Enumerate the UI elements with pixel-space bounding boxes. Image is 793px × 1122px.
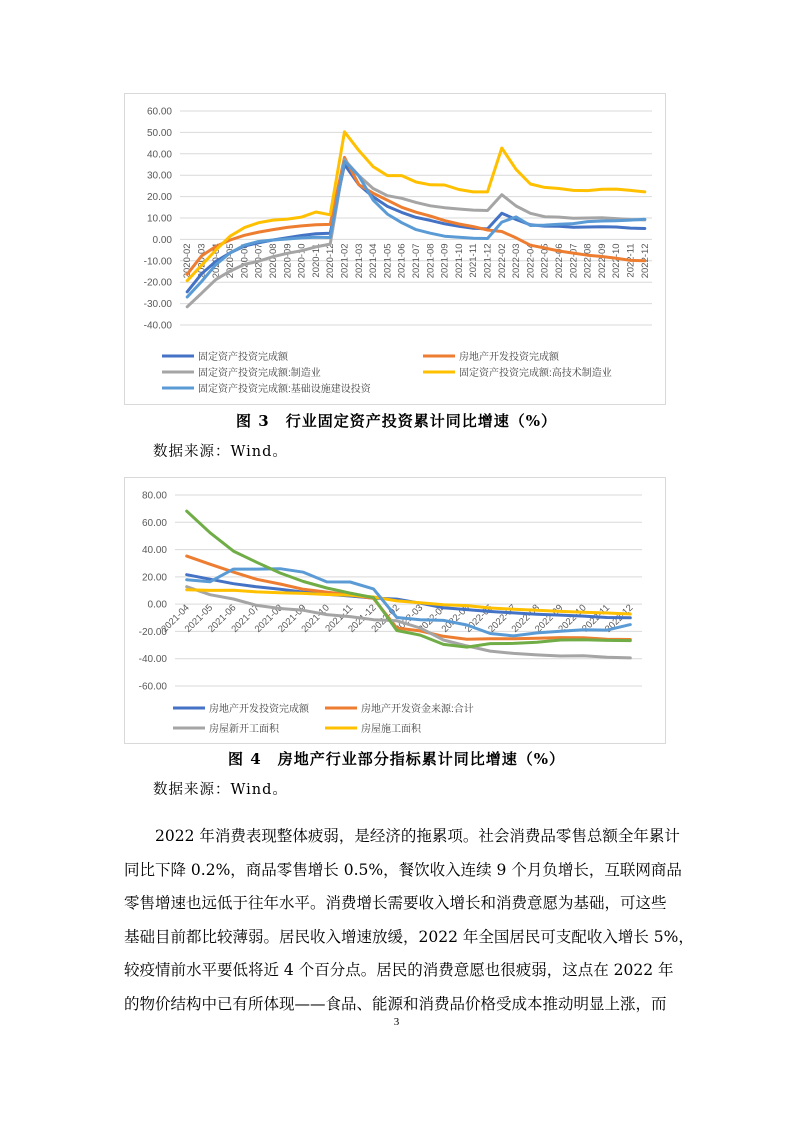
x-tick-label: 2022-10 bbox=[556, 602, 589, 635]
x-tick-label: 2021-07 bbox=[229, 602, 262, 635]
y-tick-label: 0.00 bbox=[152, 234, 172, 246]
x-tick-label: 2021-10 bbox=[453, 243, 465, 279]
chart-3-svg bbox=[125, 94, 665, 404]
x-tick-label: 2021-09 bbox=[276, 602, 309, 635]
y-tick-label: 40.00 bbox=[146, 149, 172, 161]
x-tick-label: 2021-12 bbox=[346, 602, 379, 635]
y-tick-label: 60.00 bbox=[146, 106, 172, 118]
y-tick-label: -20.00 bbox=[138, 626, 167, 638]
x-tick-label: 2021-05 bbox=[382, 243, 394, 279]
legend-label: 房屋新开工面积 bbox=[209, 724, 279, 735]
x-tick-label: 2021-08 bbox=[252, 602, 286, 635]
x-tick-label: 2021-11 bbox=[468, 243, 480, 278]
chart-4-svg bbox=[125, 478, 665, 743]
x-tick-label: 2022-08 bbox=[509, 602, 543, 635]
paragraph-line: 基础目前都比较薄弱。居民收入增速放缓，2022 年全国居民可支配收入增长 5%， bbox=[124, 927, 694, 946]
legend-label: 固定资产投资完成额:高技术制造业 bbox=[459, 368, 612, 379]
x-tick-label: 2021-02 bbox=[339, 243, 351, 279]
x-tick-label: 2022-11 bbox=[625, 243, 637, 278]
paragraph-line: 零售增速也远低于往年水平。消费增长需要收入增长和消费意愿为基础，可这些 bbox=[124, 894, 667, 912]
body-paragraph bbox=[124, 820, 694, 1021]
legend-label: 房地产开发投资完成额 bbox=[209, 704, 309, 715]
x-tick-label: 2020-03 bbox=[196, 243, 208, 279]
y-tick-label: 40.00 bbox=[141, 545, 167, 557]
x-tick-label: 2022-05 bbox=[439, 602, 472, 635]
x-tick-label: 2021-12 bbox=[482, 243, 494, 279]
x-tick-label: 2021-03 bbox=[353, 243, 365, 279]
figure-4-source: 数据来源：Wind。 bbox=[153, 782, 288, 798]
page-number: 3 bbox=[393, 1016, 400, 1028]
paragraph-line: 的物价结构中已有所体现——食品、能源和消费品价格受成本推动明显上涨，而 bbox=[124, 994, 667, 1013]
y-tick-label: 20.00 bbox=[146, 192, 172, 204]
x-tick-label: 2022-06 bbox=[554, 243, 566, 279]
paragraph-line: 同比下降 0.2%，商品零售增长 0.5%，餐饮收入连续 9 个月负增长，互联网商品 bbox=[124, 860, 682, 879]
y-tick-label: -10.00 bbox=[143, 256, 172, 268]
x-tick-label: 2020-10 bbox=[296, 243, 308, 279]
x-tick-label: 2022-12 bbox=[603, 602, 636, 635]
x-tick-label: 2020-02 bbox=[182, 243, 194, 279]
x-tick-label: 2020-12 bbox=[325, 243, 337, 279]
x-tick-label: 2022-02 bbox=[496, 243, 508, 279]
x-tick-label: 2021-08 bbox=[425, 243, 437, 279]
figure-4-caption: 图 4 房地产行业部分指标累计同比增速（%） bbox=[228, 750, 565, 768]
x-tick-label: 2022-03 bbox=[392, 602, 426, 635]
y-tick-label: 80.00 bbox=[141, 490, 167, 502]
x-tick-label: 2022-09 bbox=[532, 602, 566, 635]
x-tick-label: 2022-09 bbox=[596, 243, 608, 279]
x-tick-label: 2021-04 bbox=[368, 243, 380, 279]
legend-label: 房屋施工面积 bbox=[361, 724, 421, 735]
x-tick-label: 2020-09 bbox=[282, 243, 294, 279]
x-tick-label: 2020-05 bbox=[225, 243, 237, 279]
y-tick-label: 60.00 bbox=[141, 517, 167, 529]
x-tick-label: 2021-06 bbox=[396, 243, 408, 279]
y-tick-label: 10.00 bbox=[146, 213, 172, 225]
legend-label bbox=[361, 742, 422, 743]
x-tick-label: 2022-03 bbox=[511, 243, 523, 279]
x-tick-label: 2020-08 bbox=[267, 243, 279, 279]
figure-3-source: 数据来源：Wind。 bbox=[153, 444, 288, 460]
figure-3-chart bbox=[124, 93, 666, 405]
x-tick-label: 2021-11 bbox=[323, 602, 356, 635]
figure-3-caption: 图 3 行业固定资产投资累计同比增速（%） bbox=[236, 412, 557, 430]
x-tick-label: 2022-07 bbox=[568, 243, 580, 279]
y-tick-label: 20.00 bbox=[141, 572, 167, 584]
x-tick-label: 2022-12 bbox=[639, 243, 651, 279]
y-tick-label: 30.00 bbox=[146, 170, 172, 182]
x-tick-label: 2021-06 bbox=[206, 602, 239, 635]
y-tick-label: -40.00 bbox=[143, 320, 172, 332]
legend-label: 固定资产投资完成额 bbox=[198, 352, 288, 363]
legend-label: 房地产开发资金来源:合计 bbox=[361, 704, 474, 715]
x-tick-label: 2022-08 bbox=[582, 243, 594, 279]
legend-label bbox=[209, 742, 270, 743]
x-tick-label: 2020-04 bbox=[210, 243, 222, 279]
y-tick-label: -60.00 bbox=[138, 681, 167, 693]
x-tick-label: 2022-07 bbox=[486, 602, 519, 635]
x-tick-label: 2022-10 bbox=[611, 243, 623, 279]
x-tick-label: 2022-11 bbox=[580, 602, 613, 635]
legend-label: 固定资产投资完成额:制造业 bbox=[198, 368, 321, 379]
y-tick-label: -40.00 bbox=[138, 654, 167, 666]
x-tick-label: 2020-11 bbox=[310, 243, 322, 278]
paragraph-line: 较疫情前水平要低将近 4 个百分点。居民的消费意愿也很疲弱，这点在 2022 年 bbox=[124, 961, 674, 979]
x-tick-label: 2021-04 bbox=[159, 602, 192, 635]
x-tick-label: 2022-06 bbox=[462, 602, 496, 635]
x-tick-label: 2020-06 bbox=[239, 243, 251, 279]
x-tick-label: 2021-09 bbox=[439, 243, 451, 279]
x-tick-label: 2022-02 bbox=[369, 602, 402, 635]
x-tick-label: 2021-07 bbox=[411, 243, 422, 279]
x-tick-label: 2022-04 bbox=[525, 243, 537, 279]
legend-label: 固定资产投资完成额:基础设施建设投资 bbox=[198, 384, 371, 395]
y-tick-label: -20.00 bbox=[143, 277, 172, 289]
y-tick-label: -30.00 bbox=[143, 299, 172, 311]
figure-4-chart bbox=[124, 477, 666, 744]
paragraph-line: 2022 年消费表现整体疲弱，是经济的拖累项。社会消费品零售总额全年累计 bbox=[155, 827, 680, 845]
legend-label: 房地产开发投资完成额 bbox=[459, 352, 559, 363]
x-tick-label: 2021-10 bbox=[299, 602, 332, 635]
y-tick-label: 0.00 bbox=[147, 599, 167, 611]
x-tick-label: 2022-05 bbox=[539, 243, 551, 279]
x-tick-label: 2021-05 bbox=[182, 602, 216, 635]
x-tick-label: 2022-04 bbox=[416, 602, 449, 635]
y-tick-label: 50.00 bbox=[146, 127, 172, 139]
x-tick-label: 2020-07 bbox=[253, 243, 265, 279]
